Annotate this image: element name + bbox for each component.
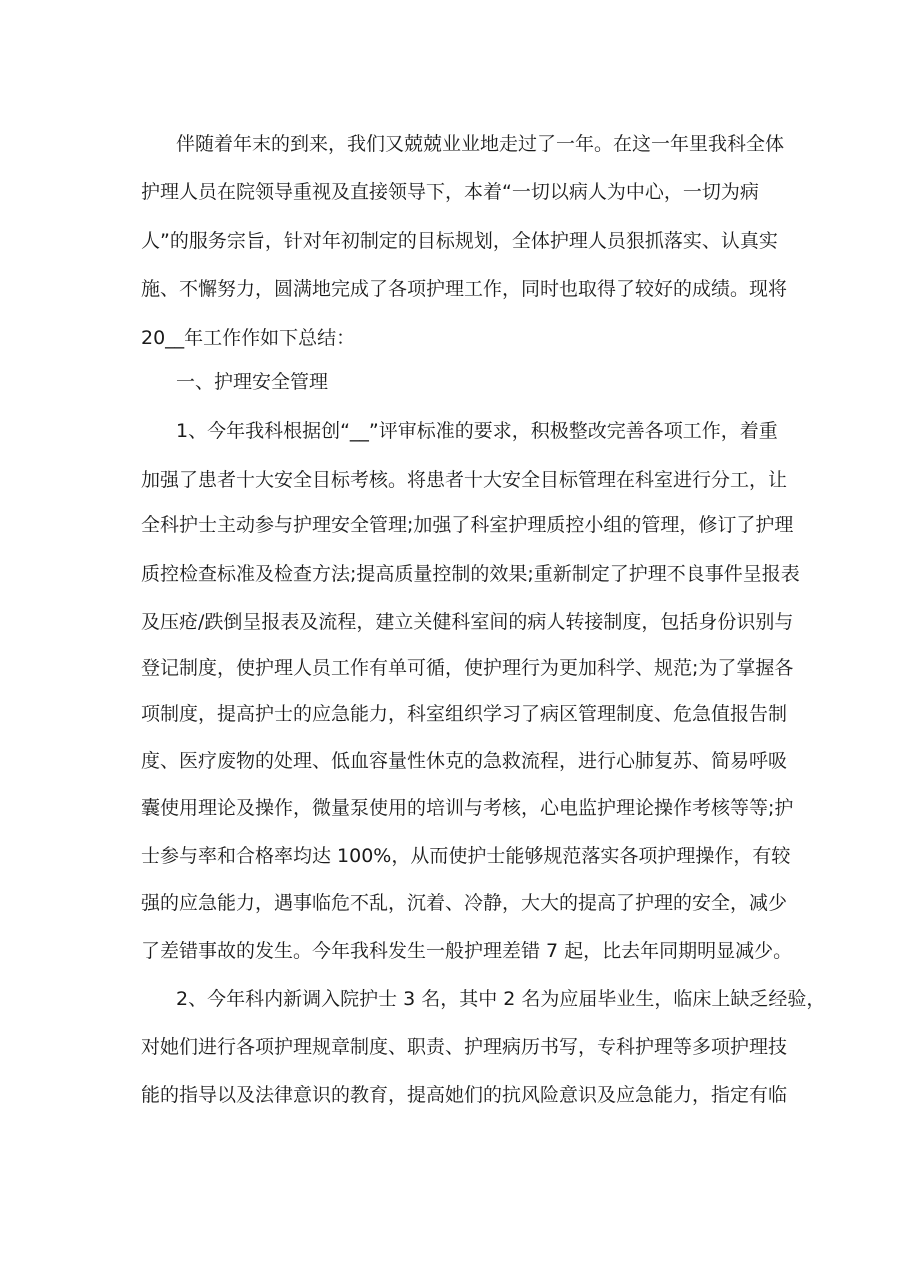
paragraph-line: 度、医疗废物的处理、低血容量性休克的急救流程，进行心肺复苏、简易呼吸 — [141, 750, 788, 772]
paragraph-line: 能的指导以及法律意识的教育，提高她们的抗风险意识及应急能力，指定有临 — [141, 1084, 788, 1106]
paragraph-line: 施、不懈努力，圆满地完成了各项护理工作，同时也取得了较好的成绩。现将 — [141, 278, 788, 300]
paragraph-line: 人”的服务宗旨，针对年初制定的目标规划，全体护理人员狠抓落实、认真实 — [141, 230, 778, 252]
paragraph-line: 全科护士主动参与护理安全管理;加强了科室护理质控小组的管理，修订了护理 — [141, 514, 794, 536]
paragraph-line: 及压疮/跌倒呈报表及流程，建立关健科室间的病人转接制度，包括身份识别与 — [141, 611, 794, 633]
paragraph-line: 登记制度，使护理人员工作有单可循，使护理行为更加科学、规范;为了掌握各 — [141, 657, 794, 679]
paragraph-line: 2、今年科内新调入院护士 3 名，其中 2 名为应届毕业生，临床上缺乏经验， — [176, 988, 826, 1010]
paragraph-line: 伴随着年末的到来，我们又兢兢业业地走过了一年。在这一年里我科全体 — [176, 133, 785, 155]
paragraph-line: 加强了患者十大安全目标考核。将患者十大安全目标管理在科室进行分工，让 — [141, 469, 788, 491]
paragraph-line: 护理人员在院领导重视及直接领导下，本着“一切以病人为中心，一切为病 — [141, 181, 759, 203]
paragraph-line: 1、今年我科根据创“__”评审标准的要求，积极整改完善各项工作，着重 — [176, 420, 778, 442]
paragraph-line: 项制度，提高护士的应急能力，科室组织学习了病区管理制度、危急值报告制 — [141, 703, 788, 725]
paragraph-line: 20__年工作作如下总结： — [141, 327, 356, 349]
paragraph-line: 了差错事故的发生。今年我科发生一般护理差错 7 起，比去年同期明显减少。 — [141, 940, 793, 962]
section-heading: 一、护理安全管理 — [176, 371, 329, 393]
paragraph-line: 士参与率和合格率均达 100%，从而使护士能够规范落实各项护理操作，有较 — [141, 845, 791, 867]
paragraph-line: 对她们进行各项护理规章制度、职责、护理病历书写，专科护理等多项护理技 — [141, 1036, 788, 1058]
paragraph-line: 囊使用理论及操作，微量泵使用的培训与考核，心电监护理论操作考核等等;护 — [141, 797, 794, 819]
paragraph-line: 强的应急能力，遇事临危不乱，沉着、冷静，大大的提高了护理的安全，减少 — [141, 892, 788, 914]
paragraph-line: 质控检查标准及检查方法;提高质量控制的效果;重新制定了护理不良事件呈报表 — [141, 563, 800, 585]
